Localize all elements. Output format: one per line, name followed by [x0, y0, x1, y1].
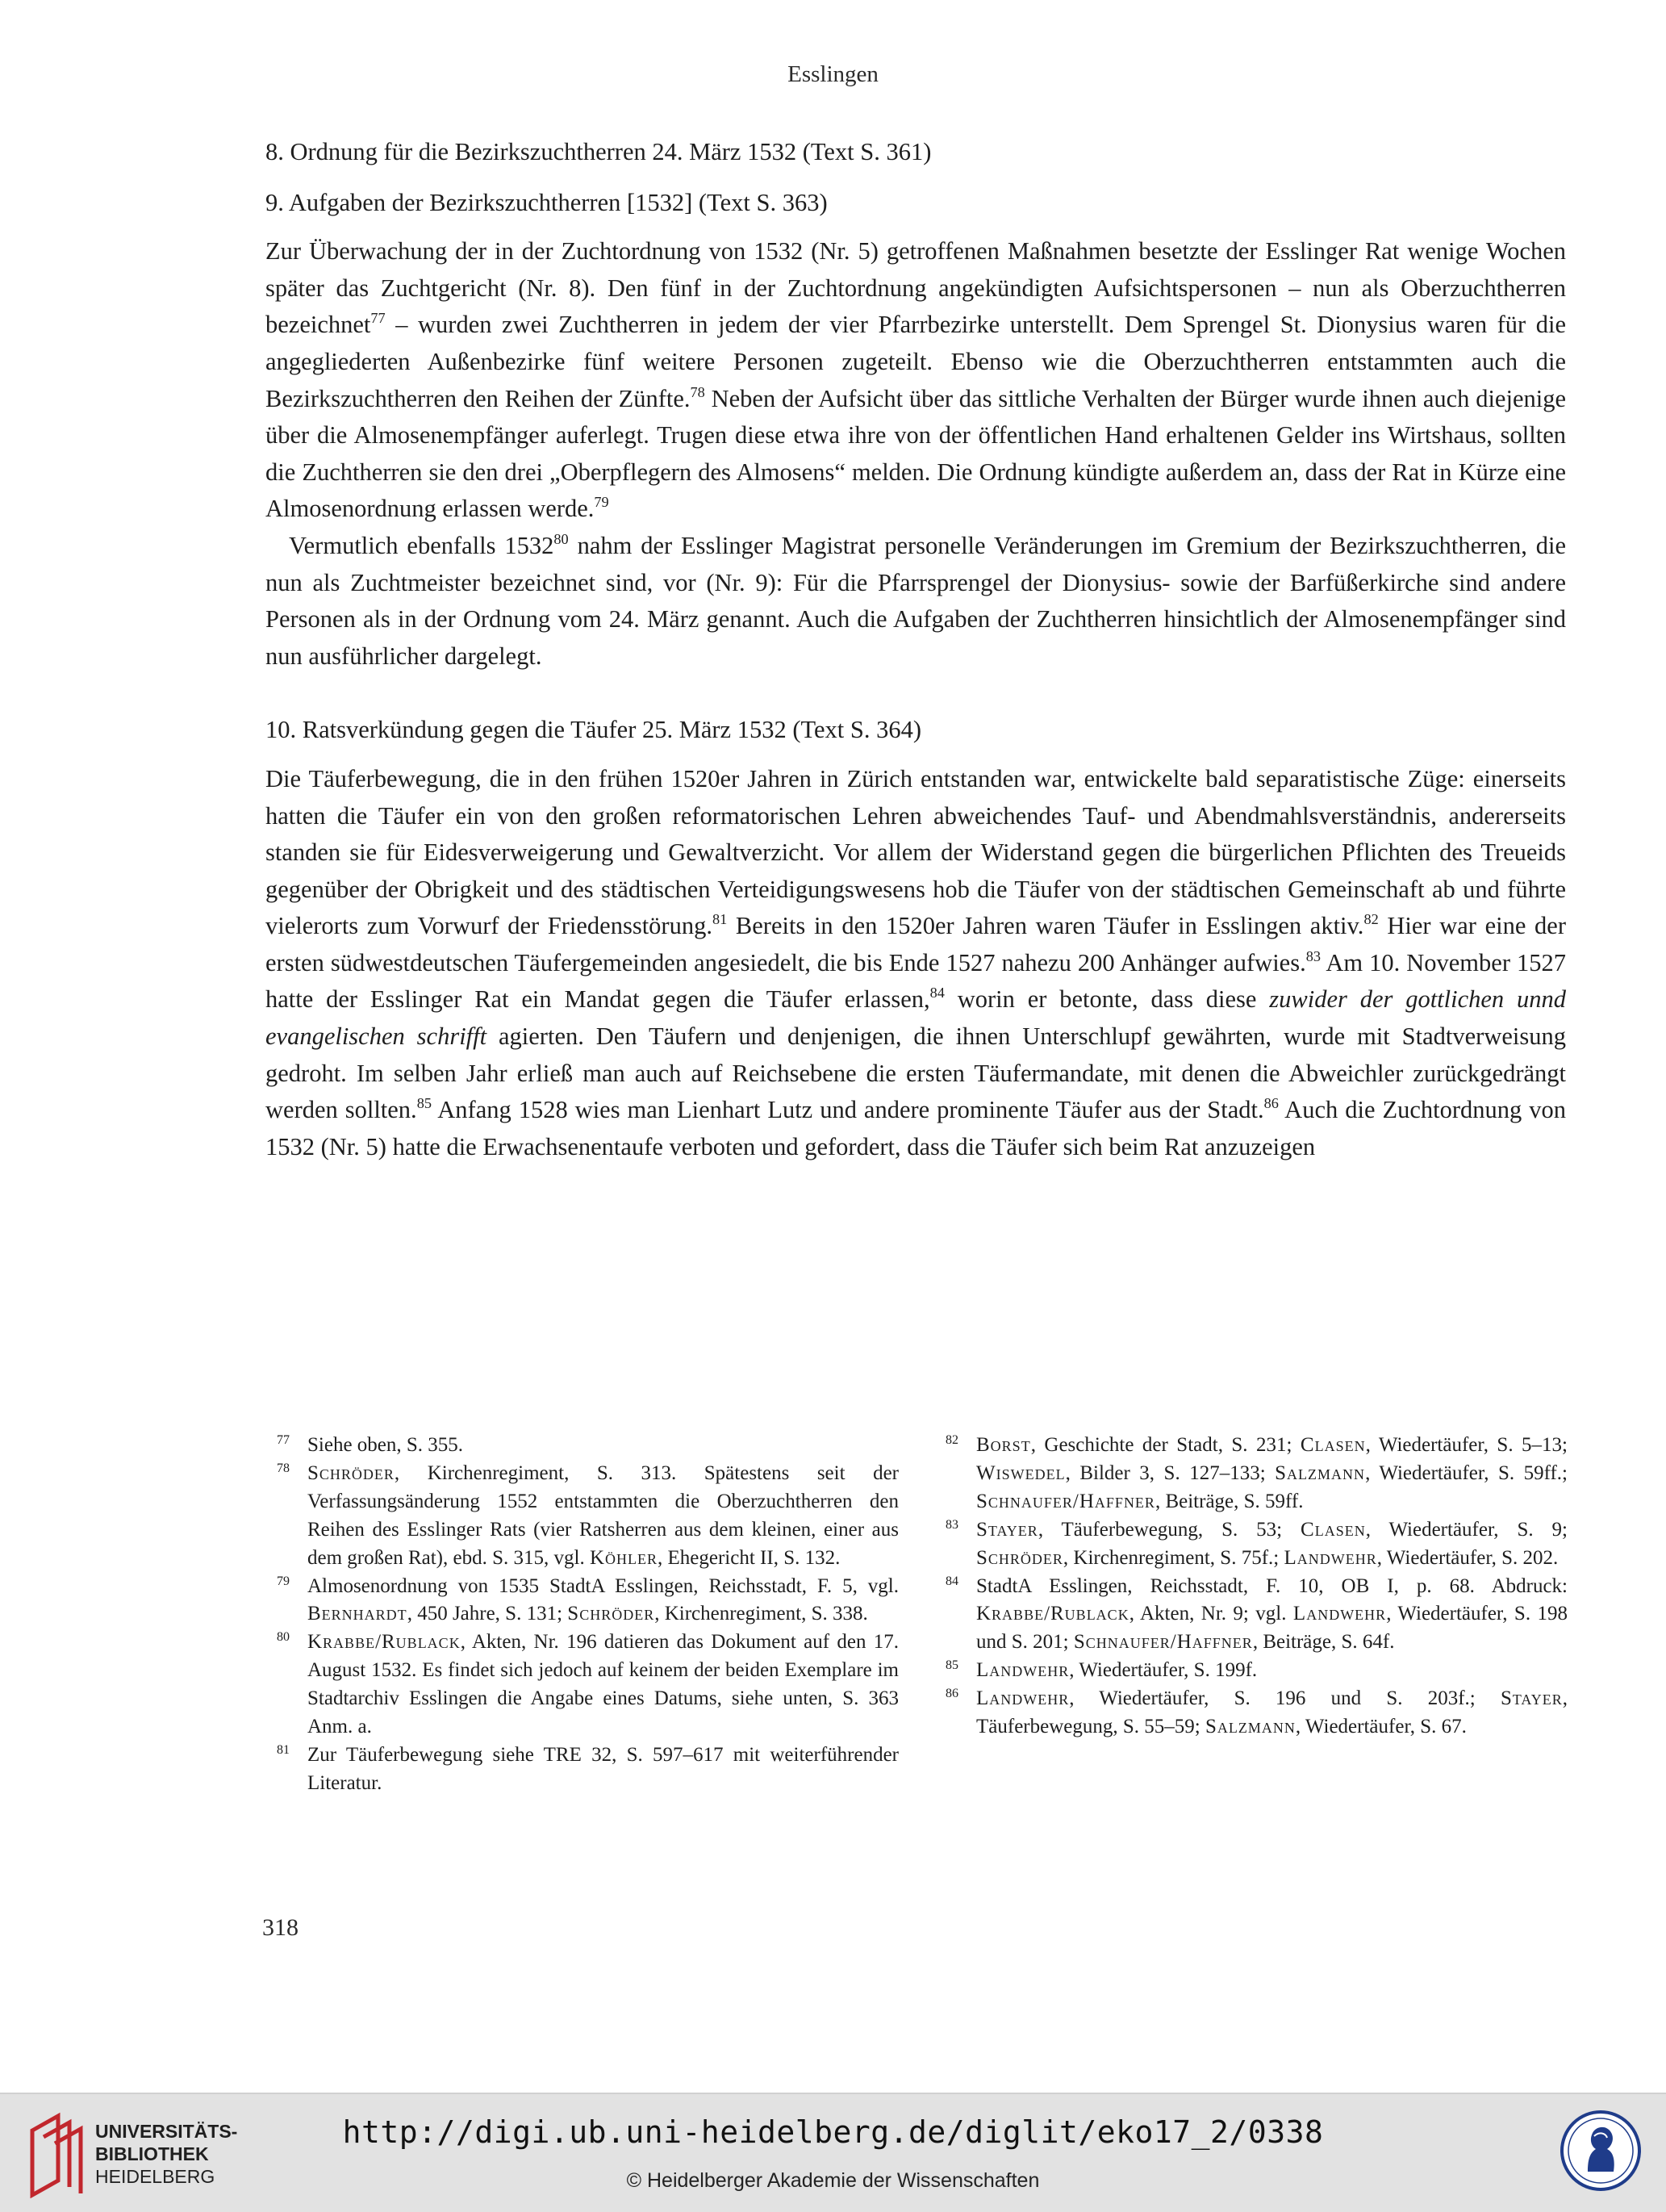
footnote-ref-77[interactable]: 77 [370, 310, 386, 327]
section-heading-8: 8. Ordnung für die Bezirkszuchtherren 24. März 1532 (Text S. 361) [265, 138, 932, 165]
library-name-line-1: UNIVERSITÄTS- [95, 2121, 238, 2142]
paragraph-2: Vermutlich ebenfalls 1532$^{80}$ nahm der Esslinger Magistrat personelle Veränderungen im Gremium der Bezirkszuchtherren, die nun als Zuchtmeister bezeichnet sind, vor (Nr. 9): Für die Pfarrsprengel der Dionysius- sowie der Barfüßerkirche sind andere Personen als in der Ordnung vom 24. März genannt. Auch die Aufgaben der Zuchtherren hinsichtlich der Almosenempfänger sind nun ausführlicher dargelegt. [265, 531, 1566, 670]
footnote-ref-80[interactable]: 80 [553, 531, 569, 548]
page-number: 318 [262, 1914, 299, 1941]
permalink-url[interactable]: http://digi.ub.uni-heidelberg.de/diglit/eko17_2/0338 [342, 2114, 1324, 2150]
footer-bar [0, 2093, 1666, 2212]
main-text [265, 134, 1566, 1165]
footnote-ref-84[interactable]: 84 [929, 985, 945, 1001]
footnote-86: 86 Landwehr, Wiedertäufer, S. 196 und S. 203f.; Stayer, Täuferbewegung, S. 55–59; Salzmann, Wiedertäufer, S. 67. [946, 1687, 1568, 1738]
footnote-ref-82[interactable]: 82 [1363, 911, 1379, 928]
footnote-ref-78[interactable]: 78 [690, 383, 705, 400]
footnote-ref-85[interactable]: 85 [416, 1095, 432, 1112]
footnote-78: 78 Schröder, Kirchenregiment, S. 313. Spätestens seit der Verfassungsänderung 1552 entstammten die Oberzuchtherren den Reihen des Esslinger Rats (vier Ratsherren aus dem kleinen, einer aus dem großen Rat), ebd. S. 315, vgl. Köhler, Ehegericht II, S. 132. [277, 1461, 899, 1569]
footnote-83: 83 Stayer, Täuferbewegung, S. 53; Clasen, Wiedertäufer, S. 9; Schröder, Kirchenregiment, S. 75f.; Landwehr, Wiedertäufer, S. 202. [946, 1517, 1568, 1569]
footnote-77: 77 Siehe oben, S. 355. [277, 1433, 464, 1456]
footnote-85: 85 Landwehr, Wiedertäufer, S. 199f. [946, 1658, 1258, 1682]
library-name-line-2: BIBLIOTHEK [95, 2143, 209, 2164]
footnote-ref-83[interactable]: 83 [1305, 947, 1321, 964]
footnote-ref-81[interactable]: 81 [712, 911, 728, 928]
footnote-84: 84 StadtA Esslingen, Reichsstadt, F. 10, OB I, p. 68. Abdruck: Krabbe/Rublack, Akten, Nr. 9; vgl. Landwehr, Wiedertäufer, S. 198 und S. 201; Schnaufer/Haffner, Beiträge, S. 64f. [946, 1574, 1568, 1654]
section-heading-10: 10. Ratsverkündung gegen die Täufer 25. März 1532 (Text S. 364) [265, 716, 921, 744]
library-name-line-3: HEIDELBERG [95, 2166, 215, 2187]
section-heading-9: 9. Aufgaben der Bezirkszuchtherren [1532] (Text S. 363) [265, 188, 828, 216]
running-head: Esslingen [787, 61, 879, 87]
footnotes-left-column [278, 1432, 899, 1798]
paragraph-3: Die Täuferbewegung, die in den frühen 1520er Jahren in Zürich entstanden war, entwickelte bald separatistische Züge: einerseits hatten die Täufer ein von den großen reformatorischen Lehren abweichendes Tauf- und Abendmahlsverständnis, andererseits standen sie für Eidesverweigerung und Gewaltverzicht. Vor allem der Widerstand gegen die bürgerlichen Pflichten des Treueids gegenüber der Obrigkeit und des städtischen Verteidigungswesens hob die Täufer von der städtischen Gemeinschaft ab und führte vielerorts zum Vorwurf der Friedensstörung.$^{81}$ Bereits in den 1520er Jahren waren Täufer in Esslingen aktiv.$^{82}$ Hier war eine der ersten südwestdeutschen Täufergemeinden angesiedelt, die bis Ende 1527 nahezu 200 Anhänger aufwies.$^{83}$ Am 10. November 1527 hatte der Esslinger Rat ein Mandat gegen die Täufer erlassen,$^{84}$ worin er betonte, dass diese zuwider der gottlichen unnd evangelischen schrifft agierten. Den Täufern und denjenigen, die ihnen Unterschlupf gewährten, wurde mit Stadtverweisung gedroht. Im selben Jahr erließ man auch auf Reichsebene die ersten Täufermandate, mit denen die Abweichler zurückgedrängt werden sollten.$^{85}$ Anfang 1528 wies man Lienhart Lutz und andere prominente Täufer aus der Stadt.$^{86}$ Auch die Zuchtordnung von 1532 (Nr. 5) hatte die Erwachsenentaufe verboten und gefordert, dass die Täufer sich beim Rat anzuzeigen [265, 764, 1566, 1160]
academy-seal-icon[interactable] [1559, 2109, 1643, 2193]
footnotes-right-column [946, 1432, 1568, 1742]
paragraph-1: Zur Überwachung der in der Zuchtordnung von 1532 (Nr. 5) getroffenen Maßnahmen besetzte der Esslinger Rat wenige Wochen später das Zuchtgericht (Nr. 8). Den fünf in der Zuchtordnung angekündigten Aufsichtspersonen – nun als Oberzuchtherren bezeichnet$^{77}$ – wurden zwei Zuchtherren in jedem der vier Pfarrbezirke unterstellt. Dem Sprengel St. Dionysius waren für die angegliederten Außenbezirke fünf weitere Personen zugeteilt. Ebenso wie die Oberzuchtherren entstammten auch die Bezirkszuchtherren den Reihen der Zünfte.$^{78}$ Neben der Aufsicht über das sittliche Verhalten der Bürger wurde ihnen auch diejenige über die Almosenempfänger auferlegt. Trugen diese etwa ihre von der öffentlichen Hand erhaltenen Gelder ins Wirtshaus, sollten die Zuchtherren sie den drei „Oberpflegern des Almosens“ melden. Die Ordnung kündigte außerdem an, dass der Rat in Kürze eine Almosenordnung erlassen werde.$^{79}$ [265, 237, 1566, 523]
footnote-79: 79 Almosenordnung von 1535 StadtA Esslingen, Reichsstadt, F. 5, vgl. Bernhardt, 450 Jahre, S. 131; Schröder, Kirchenregiment, S. 338. [277, 1574, 899, 1625]
footnote-ref-86[interactable]: 86 [1263, 1095, 1279, 1112]
source-quote: zuwider der gottlichen unnd evangelischen schrifft [265, 985, 1566, 1051]
footnote-82: 82 Borst, Geschichte der Stadt, S. 231; Clasen, Wiedertäufer, S. 5–13; Wiswedel, Bilder 3, S. 127–133; Salzmann, Wiedertäufer, S. 59ff.; Schnaufer/Haffner, Beiträge, S. 59ff. [946, 1433, 1568, 1512]
copyright-notice: © Heidelberger Akademie der Wissenschaften [626, 2169, 1040, 2192]
footnote-80: 80 Krabbe/Rublack, Akten, Nr. 196 datieren das Dokument auf den 17. August 1532. Es findet sich jedoch auf keinem der beiden Exemplare im Stadtarchiv Esslingen die Angabe eines Datums, siehe unten, S. 363 Anm. a. [277, 1630, 899, 1738]
footnote-81: 81 Zur Täuferbewegung siehe TRE 32, S. 597–617 mit weiterführender Literatur. [277, 1742, 899, 1794]
footnote-ref-79[interactable]: 79 [594, 494, 609, 511]
